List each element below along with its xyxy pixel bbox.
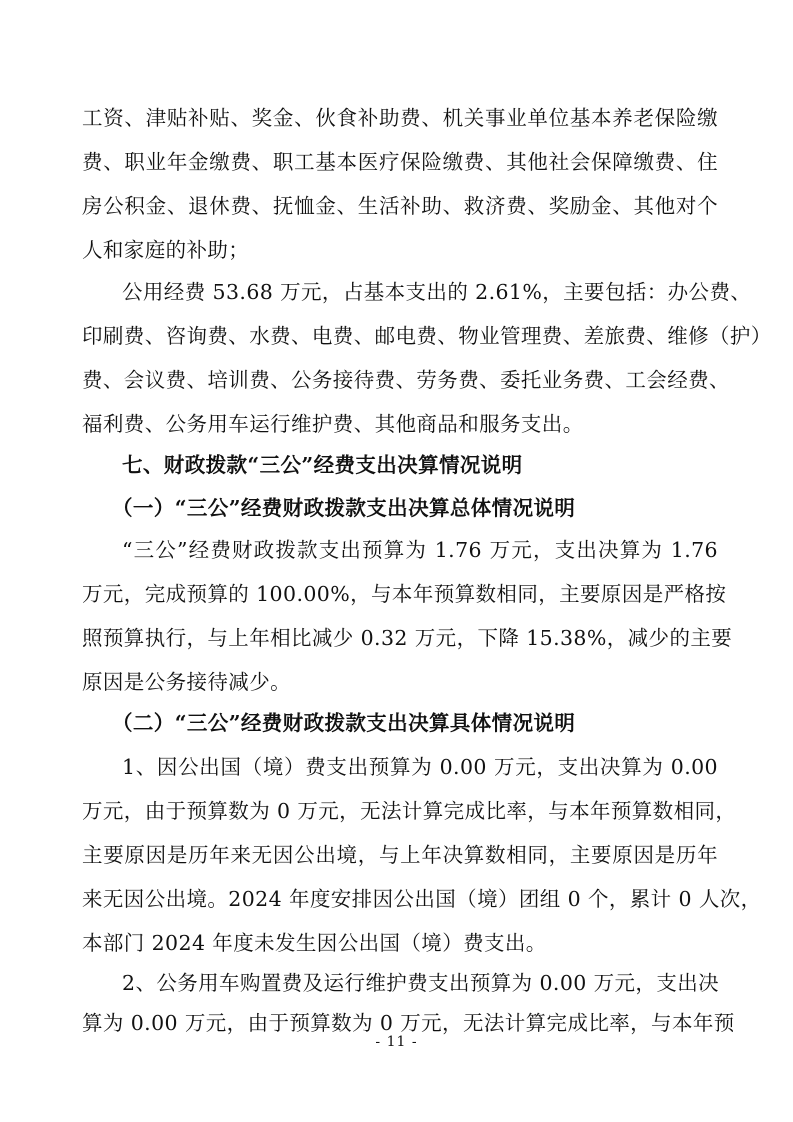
body-text-line: 工资、津贴补贴、奖金、伙食补助费、机关事业单位基本养老保险缴 [82, 106, 718, 130]
body-text-line: 万元，完成预算的 100.00%，与本年预算数相同，主要原因是严格按 [82, 582, 727, 606]
body-text-line: “三公”经费财政拨款支出预算为 1.76 万元，支出决算为 1.76 [122, 538, 718, 562]
body-text-line: 1、因公出国（境）费支出预算为 0.00 万元，支出决算为 0.00 [122, 755, 718, 779]
section-heading: 七、财政拨款“三公”经费支出决算情况说明 [122, 453, 523, 477]
body-text-line: 万元，由于预算数为 0 万元，无法计算完成比率，与本年预算数相同， [82, 799, 737, 823]
body-text-line: 本部门 2024 年度未发生因公出国（境）费支出。 [82, 931, 547, 955]
body-text-line: 房公积金、退休费、抚恤金、生活补助、救济费、奖励金、其他对个 [82, 194, 718, 218]
body-text-line: 主要原因是历年来无因公出境，与上年决算数相同，主要原因是历年 [82, 843, 718, 867]
body-text-line: 公用经费 53.68 万元，占基本支出的 2.61%，主要包括：办公费、 [122, 280, 752, 304]
body-text-line: 算为 0.00 万元，由于预算数为 0 万元，无法计算完成比率，与本年预 [82, 1011, 735, 1035]
body-text-line: 人和家庭的补助； [82, 238, 250, 262]
body-text-line: 福利费、公务用车运行维护费、其他商品和服务支出。 [82, 412, 584, 436]
body-text-line: 2、公务用车购置费及运行维护费支出预算为 0.00 万元，支出决 [122, 971, 720, 995]
body-text-line: 来无因公出境。2024 年度安排因公出国（境）团组 0 个，累计 0 人次， [82, 887, 762, 911]
body-text-line: 费、职业年金缴费、职工基本医疗保险缴费、其他社会保障缴费、住 [82, 150, 718, 174]
body-text-line: 印刷费、咨询费、水费、电费、邮电费、物业管理费、差旅费、维修（护） [82, 324, 772, 348]
subsection-heading: （二）“三公”经费财政拨款支出决算具体情况说明 [112, 711, 576, 735]
body-text-line: 原因是公务接待减少。 [82, 670, 291, 694]
page-number: - 11 - [375, 1034, 418, 1050]
body-text-line: 费、会议费、培训费、公务接待费、劳务费、委托业务费、工会经费、 [82, 368, 730, 392]
body-text-line: 照预算执行，与上年相比减少 0.32 万元，下降 15.38%，减少的主要 [82, 626, 733, 650]
subsection-heading: （一）“三公”经费财政拨款支出决算总体情况说明 [112, 496, 576, 520]
